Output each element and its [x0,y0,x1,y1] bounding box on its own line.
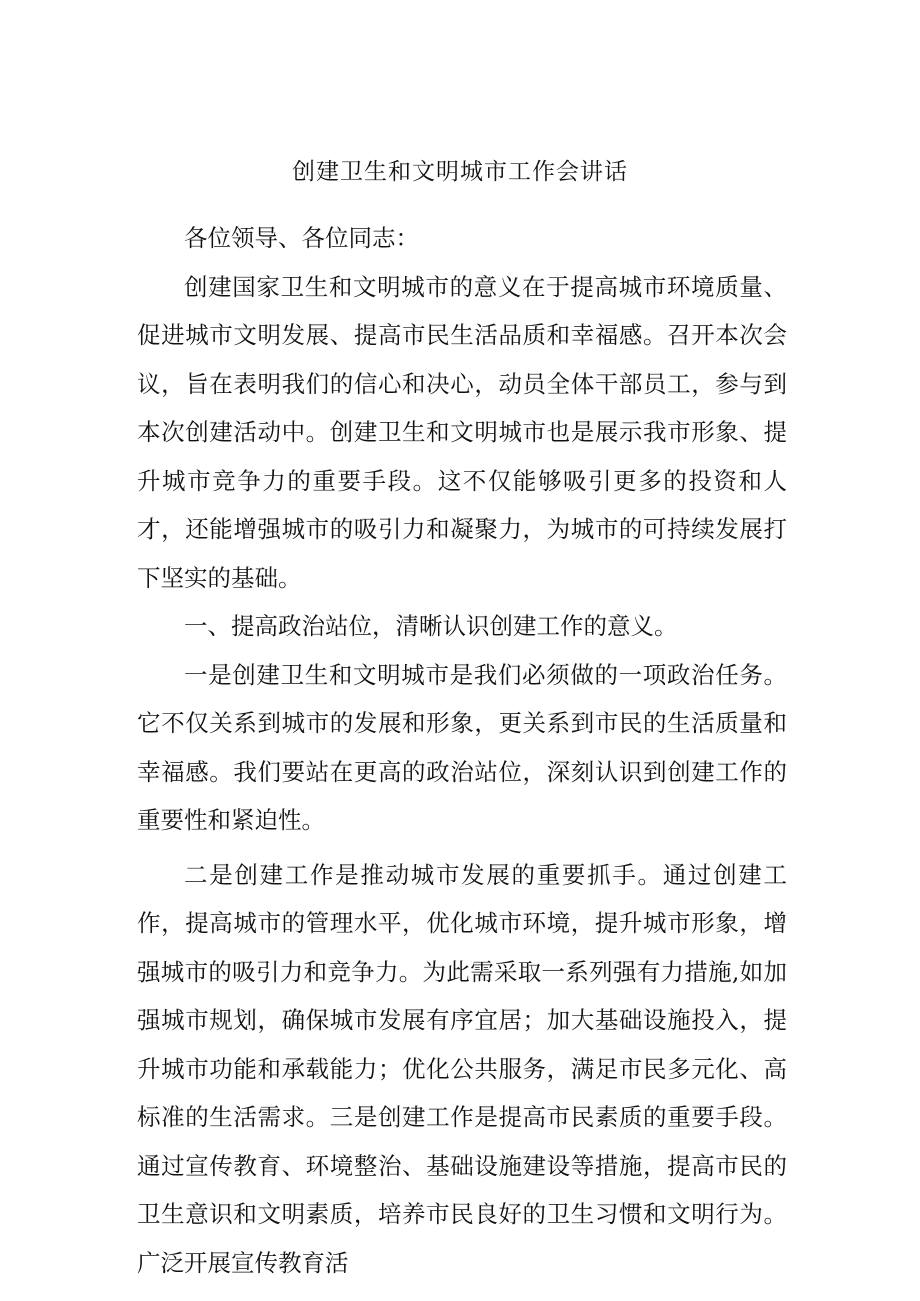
document-title: 创建卫生和文明城市工作会讲话 [292,159,628,185]
salutation: 各位领导、各位同志： [184,224,419,252]
section-heading-1: 一、提高政治站位，清晰认识创建工作的意义。 [184,612,678,640]
paragraph-intro: 创建国家卫生和文明城市的意义在于提高城市环境质量、促进城市文明发展、提高市民生活品质和幸福感。召开本次会议，旨在表明我们的信心和决心，动员全体干部员工，参与到本次创建活动中。创建卫生和文明城市也是展示我市形象、提升城市竞争力的重要手段。这不仅能够吸引更多的投资和人才，还能增强城市的吸引力和凝聚力，为城市的可持续发展打下坚实的基础。 [137,272,787,592]
paragraph-point-2: 二是创建工作是推动城市发展的重要抓手。通过创建工作，提高城市的管理水平，优化城市环境，提升城市形象，增强城市的吸引力和竞争力。为此需采取一系列强有力措施,如加强城市规划，确保城市发展有序宜居；加大基础设施投入，提升城市功能和承载能力；优化公共服务，满足市民多元化、高标准的生活需求。三是创建工作是提高市民素质的重要手段。通过宣传教育、环境整治、基础设施建设等措施，提高市民的卫生意识和文明素质，培养市民良好的卫生习惯和文明行为。广泛开展宣传教育活 [137,860,787,1277]
document-body [137,214,787,1287]
paragraph-point-1: 一是创建卫生和文明城市是我们必须做的一项政治任务。它不仅关系到城市的发展和形象，更关系到市民的生活质量和幸福感。我们要站在更高的政治站位，深刻认识到创建工作的重要性和紧迫性。 [137,660,787,834]
